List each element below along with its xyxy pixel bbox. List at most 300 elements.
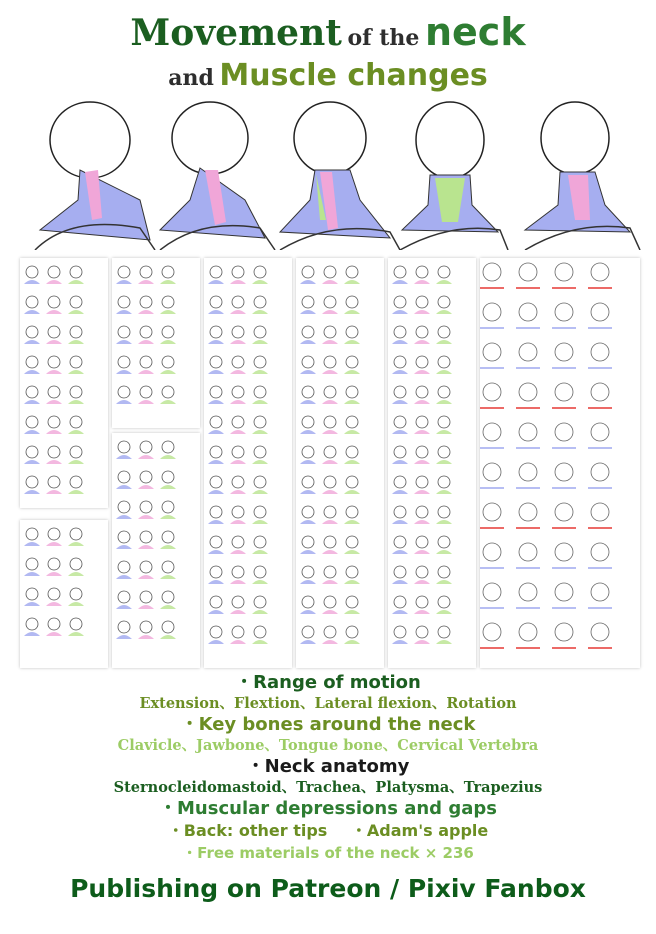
sketch-head: [555, 503, 573, 521]
sketch-head: [519, 383, 537, 401]
sketch-head: [254, 386, 266, 398]
sketch-shoulders: [230, 520, 246, 524]
sketch-shoulders: [344, 400, 360, 404]
sketch-head: [162, 296, 174, 308]
section-header-anatomy: ・Neck anatomy: [246, 756, 410, 777]
sketch-shoulders: [252, 520, 268, 524]
sketch-head: [346, 626, 358, 638]
sketch-head: [210, 566, 222, 578]
sketch-shoulders: [68, 430, 84, 434]
sketch-shoulders: [300, 490, 316, 494]
sketch-head: [555, 383, 573, 401]
sketch-head: [48, 266, 60, 278]
sketch-head: [26, 588, 38, 600]
sketch-head: [416, 476, 428, 488]
sketch-head: [140, 266, 152, 278]
sketch-shoulders: [392, 340, 408, 344]
sketch-shoulders: [344, 520, 360, 524]
sketch-head: [483, 583, 501, 601]
sketch-head: [483, 343, 501, 361]
sketch-head: [254, 476, 266, 488]
sketch-shoulders: [208, 370, 224, 374]
sketch-head: [346, 326, 358, 338]
sketch-shoulders: [230, 280, 246, 284]
sketch-shoulders: [68, 370, 84, 374]
sketch-head: [394, 566, 406, 578]
sketch-head: [232, 326, 244, 338]
sketch-head: [162, 621, 174, 633]
sketch-shoulders: [208, 580, 224, 584]
sketch-shoulders: [392, 280, 408, 284]
sketch-shoulders: [230, 580, 246, 584]
sketch-shoulders: [68, 460, 84, 464]
sketch-shoulders: [322, 430, 338, 434]
sketch-head: [70, 558, 82, 570]
sketch-head: [555, 583, 573, 601]
sketch-shoulders: [300, 400, 316, 404]
sketch-shoulders: [230, 640, 246, 644]
sketch-shoulders: [322, 580, 338, 584]
sketch-shoulders: [24, 632, 40, 636]
sketch-shoulders: [68, 400, 84, 404]
sketch-shoulders: [230, 490, 246, 494]
sketch-shoulders: [116, 515, 132, 519]
sketch-head: [483, 503, 501, 521]
sketch-head: [416, 536, 428, 548]
sketch-head: [519, 583, 537, 601]
sketch-head: [210, 296, 222, 308]
sketch-head: [302, 566, 314, 578]
sketch-head: [254, 296, 266, 308]
sketch-shoulders: [252, 580, 268, 584]
sketch-shoulders: [160, 280, 176, 284]
sketch-shoulders: [436, 580, 452, 584]
sketch-head: [416, 596, 428, 608]
sketch-head: [118, 591, 130, 603]
sketch-head: [483, 383, 501, 401]
sketch-head: [416, 356, 428, 368]
sketch-shoulders: [300, 370, 316, 374]
title-neck: neck: [424, 10, 526, 54]
sketch-head: [162, 501, 174, 513]
sketch-head: [162, 561, 174, 573]
head-illustration-1: [35, 102, 155, 250]
sketch-head: [140, 561, 152, 573]
sketch-head: [140, 386, 152, 398]
sketch-shoulders: [68, 340, 84, 344]
sketch-head: [232, 386, 244, 398]
sketch-head: [394, 506, 406, 518]
sketch-shoulders: [300, 550, 316, 554]
sketch-shoulders: [160, 485, 176, 489]
sketch-head: [26, 528, 38, 540]
sketch-shoulders: [414, 640, 430, 644]
sketch-shoulders: [436, 610, 452, 614]
sketch-head: [555, 263, 573, 281]
sketch-shoulders: [414, 550, 430, 554]
sketch-head: [346, 416, 358, 428]
title-muscle-changes: Muscle changes: [219, 58, 488, 93]
sketch-head: [232, 416, 244, 428]
sketch-shoulders: [252, 490, 268, 494]
sketch-shoulders: [344, 490, 360, 494]
sketch-head: [48, 446, 60, 458]
sketch-shoulders: [138, 370, 154, 374]
sketch-shoulders: [68, 280, 84, 284]
sketch-shoulders: [116, 280, 132, 284]
sketch-shoulders: [392, 370, 408, 374]
sketch-shoulders: [252, 430, 268, 434]
sketch-head: [26, 326, 38, 338]
sketch-shoulders: [322, 610, 338, 614]
sketch-head: [118, 531, 130, 543]
sketch-head: [232, 626, 244, 638]
sketch-shoulders: [68, 490, 84, 494]
sketch-head: [70, 476, 82, 488]
sketch-head: [48, 326, 60, 338]
sketch-shoulders: [436, 520, 452, 524]
sketch-shoulders: [300, 580, 316, 584]
sketch-shoulders: [138, 280, 154, 284]
sketch-head: [591, 623, 609, 641]
section-detail-anatomy: Sternocleidomastoid、Trachea、Platysma、Trapezius: [113, 779, 543, 796]
sketch-shoulders: [138, 400, 154, 404]
sketch-head: [555, 423, 573, 441]
sketch-head: [48, 618, 60, 630]
sketch-head: [483, 303, 501, 321]
sketch-shoulders: [160, 575, 176, 579]
sketch-head: [346, 566, 358, 578]
sketch-shoulders: [116, 605, 132, 609]
sketch-head: [302, 356, 314, 368]
sketch-head: [70, 446, 82, 458]
sketch-head: [394, 266, 406, 278]
sketch-head: [394, 356, 406, 368]
sketch-head: [162, 356, 174, 368]
sketch-shoulders: [68, 572, 84, 576]
sketch-head: [70, 296, 82, 308]
sketch-head: [438, 296, 450, 308]
sketch-head: [555, 623, 573, 641]
sketch-head: [394, 326, 406, 338]
sketch-shoulders: [160, 635, 176, 639]
sketch-shoulders: [116, 575, 132, 579]
sketch-shoulders: [436, 400, 452, 404]
sketch-head: [591, 463, 609, 481]
sketch-shoulders: [414, 340, 430, 344]
sketch-shoulders: [436, 640, 452, 644]
sketch-shoulders: [46, 542, 62, 546]
sketch-head: [394, 296, 406, 308]
sketch-shoulders: [344, 310, 360, 314]
sketch-head: [438, 356, 450, 368]
sketch-head: [324, 296, 336, 308]
sketch-shoulders: [436, 370, 452, 374]
sketch-head: [519, 303, 537, 321]
sketch-head: [70, 386, 82, 398]
sketch-head: [26, 446, 38, 458]
sketch-head: [346, 506, 358, 518]
sketch-shoulders: [208, 460, 224, 464]
sketch-head: [483, 543, 501, 561]
sketch-shoulders: [436, 310, 452, 314]
sketch-shoulders: [344, 550, 360, 554]
sketch-shoulders: [414, 430, 430, 434]
sketch-shoulders: [116, 340, 132, 344]
sketch-shoulders: [300, 460, 316, 464]
publishing-footer: Publishing on Patreon / Pixiv Fanbox: [70, 874, 586, 903]
sketch-shoulders: [138, 605, 154, 609]
sketch-head: [302, 446, 314, 458]
sketch-shoulders: [414, 370, 430, 374]
section-header-range: ・Range of motion: [235, 672, 421, 693]
sketch-shoulders: [392, 310, 408, 314]
sketch-shoulders: [322, 400, 338, 404]
sketch-shoulders: [414, 520, 430, 524]
sketch-shoulders: [252, 460, 268, 464]
head-illustration-2: [160, 102, 275, 250]
title-and: and: [168, 65, 214, 91]
sketch-shoulders: [252, 370, 268, 374]
sketch-shoulders: [116, 400, 132, 404]
sketch-head: [416, 626, 428, 638]
sketch-head: [118, 356, 130, 368]
sketch-head: [210, 536, 222, 548]
sketch-shoulders: [252, 310, 268, 314]
sketch-head: [519, 503, 537, 521]
sketch-head: [591, 503, 609, 521]
sketch-head: [416, 266, 428, 278]
sketch-head: [438, 386, 450, 398]
sketch-head: [210, 416, 222, 428]
sketch-shoulders: [24, 400, 40, 404]
sketch-shoulders: [208, 640, 224, 644]
collage-sketches: [20, 258, 640, 668]
sketch-shoulders: [24, 340, 40, 344]
sketch-head: [118, 266, 130, 278]
sketch-head: [324, 446, 336, 458]
sketch-head: [26, 476, 38, 488]
sketch-shoulders: [322, 280, 338, 284]
sketch-shoulders: [208, 400, 224, 404]
sketch-head: [519, 543, 537, 561]
sketch-head: [519, 623, 537, 641]
sketch-head: [254, 356, 266, 368]
sketch-shoulders: [392, 520, 408, 524]
sketch-head: [140, 621, 152, 633]
sketch-head: [346, 356, 358, 368]
sketch-head: [302, 596, 314, 608]
sketch-head: [210, 386, 222, 398]
sketch-shoulders: [436, 550, 452, 554]
sketch-shoulders: [160, 605, 176, 609]
sketch-shoulders: [414, 280, 430, 284]
sketch-head: [232, 566, 244, 578]
sketch-shoulders: [392, 640, 408, 644]
sketch-head: [48, 558, 60, 570]
sketch-shoulders: [392, 400, 408, 404]
sketch-head: [232, 356, 244, 368]
sketch-head: [118, 471, 130, 483]
sketch-shoulders: [322, 460, 338, 464]
sketch-shoulders: [414, 490, 430, 494]
sketch-shoulders: [414, 610, 430, 614]
sketch-shoulders: [46, 340, 62, 344]
sketch-shoulders: [252, 280, 268, 284]
sketch-head: [591, 583, 609, 601]
sketch-head: [232, 446, 244, 458]
sketch-head: [555, 463, 573, 481]
sketch-head: [26, 618, 38, 630]
sketch-shoulders: [414, 580, 430, 584]
sketch-head: [140, 441, 152, 453]
sketch-shoulders: [68, 310, 84, 314]
sketch-shoulders: [230, 370, 246, 374]
sketch-head: [118, 621, 130, 633]
sketch-shoulders: [252, 610, 268, 614]
sketch-shoulders: [392, 490, 408, 494]
sketch-head: [302, 386, 314, 398]
sketch-head: [302, 476, 314, 488]
sketch-head: [70, 356, 82, 368]
sketch-head: [324, 596, 336, 608]
sketch-shoulders: [160, 340, 176, 344]
sketch-shoulders: [392, 550, 408, 554]
sketch-head: [118, 326, 130, 338]
sketch-head: [324, 566, 336, 578]
sketch-shoulders: [24, 310, 40, 314]
sketch-shoulders: [116, 545, 132, 549]
sketch-shoulders: [414, 310, 430, 314]
sketch-shoulders: [116, 455, 132, 459]
sketch-shoulders: [208, 550, 224, 554]
sketch-head: [483, 623, 501, 641]
sketch-head: [324, 416, 336, 428]
sketch-head: [394, 476, 406, 488]
sketch-head: [394, 446, 406, 458]
sketch-head: [324, 506, 336, 518]
content-list: [0, 672, 656, 864]
sketch-shoulders: [436, 280, 452, 284]
sketch-shoulders: [46, 310, 62, 314]
sketch-shoulders: [322, 490, 338, 494]
sketch-head: [346, 446, 358, 458]
sketch-head: [394, 386, 406, 398]
sketch-head: [162, 531, 174, 543]
sketch-head: [519, 463, 537, 481]
sketch-head: [394, 626, 406, 638]
back-tips-item: ・Back: other tips: [167, 821, 328, 840]
sketch-head: [254, 566, 266, 578]
sketch-shoulders: [252, 550, 268, 554]
sketch-head: [140, 326, 152, 338]
sketch-shoulders: [46, 490, 62, 494]
sketch-head: [346, 296, 358, 308]
sketch-shoulders: [208, 430, 224, 434]
head-illustration-3: [280, 102, 400, 250]
sketch-shoulders: [46, 572, 62, 576]
sketch-shoulders: [138, 635, 154, 639]
sketch-shoulders: [208, 520, 224, 524]
sketch-head: [394, 536, 406, 548]
sketch-shoulders: [138, 310, 154, 314]
sketch-shoulders: [46, 280, 62, 284]
sketch-shoulders: [436, 340, 452, 344]
neck-illustrations: [30, 100, 642, 250]
title-movement: Movement: [130, 12, 342, 54]
sketch-shoulders: [24, 430, 40, 434]
sketch-head: [162, 441, 174, 453]
sketch-shoulders: [24, 542, 40, 546]
sketch-head: [519, 263, 537, 281]
sketch-head: [232, 476, 244, 488]
sketch-head: [70, 618, 82, 630]
sketch-shoulders: [344, 580, 360, 584]
sketch-head: [48, 476, 60, 488]
sketch-shoulders: [116, 485, 132, 489]
sketch-head: [70, 528, 82, 540]
sketch-shoulders: [24, 280, 40, 284]
sketch-shoulders: [208, 340, 224, 344]
sketch-head: [519, 343, 537, 361]
sketch-head: [324, 536, 336, 548]
sketch-shoulders: [300, 430, 316, 434]
sketch-shoulders: [116, 310, 132, 314]
sketch-shoulders: [322, 310, 338, 314]
sketch-shoulders: [230, 550, 246, 554]
sketch-shoulders: [414, 400, 430, 404]
sketch-head: [48, 528, 60, 540]
sketch-head: [438, 266, 450, 278]
sketch-shoulders: [116, 370, 132, 374]
sketch-head: [302, 536, 314, 548]
sketch-head: [162, 266, 174, 278]
sketch-head: [26, 266, 38, 278]
sketch-shoulders: [138, 485, 154, 489]
sketch-shoulders: [322, 520, 338, 524]
sketch-shoulders: [344, 280, 360, 284]
sketch-head: [140, 591, 152, 603]
sketch-shoulders: [322, 550, 338, 554]
sketch-head: [210, 326, 222, 338]
sketch-head: [324, 476, 336, 488]
title-line-1: [0, 10, 656, 54]
section-header-bones: ・Key bones around the neck: [180, 714, 476, 735]
sketch-head: [346, 536, 358, 548]
section-detail-range: Extension、Flextion、Lateral flexion、Rotation: [139, 695, 517, 712]
sketch-head: [48, 386, 60, 398]
sketch-shoulders: [208, 280, 224, 284]
sketch-head: [416, 326, 428, 338]
sketch-shoulders: [24, 370, 40, 374]
sketch-shoulders: [230, 460, 246, 464]
sketch-shoulders: [300, 610, 316, 614]
sketch-head: [438, 536, 450, 548]
sketch-shoulders: [392, 580, 408, 584]
sketch-shoulders: [344, 460, 360, 464]
sketch-shoulders: [46, 632, 62, 636]
sketch-head: [555, 343, 573, 361]
sketch-shoulders: [344, 430, 360, 434]
sketch-shoulders: [344, 610, 360, 614]
reference-pages-collage: [20, 258, 640, 668]
sketch-shoulders: [138, 515, 154, 519]
head-illustration-4: [400, 102, 508, 250]
sketch-head: [302, 626, 314, 638]
sketch-head: [162, 471, 174, 483]
sketch-head: [416, 566, 428, 578]
sketch-shoulders: [208, 310, 224, 314]
